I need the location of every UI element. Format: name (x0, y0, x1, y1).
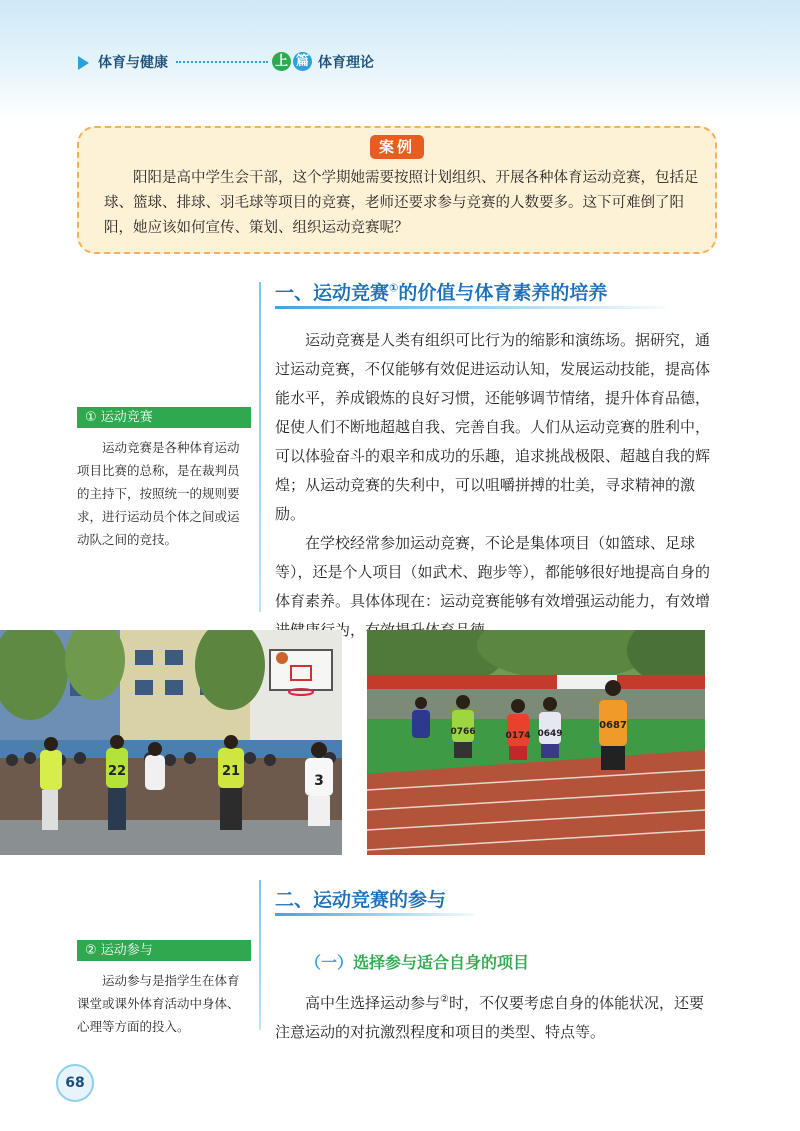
subheading-text: 选择参与适合自身的项目 (353, 953, 530, 972)
heading-text: 的价值与体育素养的培养 (398, 282, 608, 304)
jersey-number: 22 (107, 764, 127, 779)
note-tag-2: ② 运动参与 (77, 940, 251, 961)
page-number: 68 (56, 1064, 94, 1102)
section-1-body (275, 326, 715, 645)
case-title: 案例 (370, 135, 424, 159)
race-bib: 0687 (599, 720, 627, 731)
part-badge-a: 上 (272, 52, 291, 71)
book-title: 体育与健康 (98, 55, 168, 71)
dotted-leader (176, 61, 268, 63)
jersey-number: 3 (314, 773, 324, 789)
race-bib: 0649 (537, 729, 563, 739)
heading-text: 一、运动竞赛 (275, 282, 390, 304)
basketball-photo (0, 630, 342, 855)
section-title: 体育理论 (318, 55, 374, 71)
text-span: 高中生选择运动参与 (305, 994, 441, 1012)
part-badge-b: 篇 (293, 52, 312, 71)
part-badge (272, 52, 312, 71)
race-bib: 0766 (450, 727, 476, 737)
note-text-2: 运动参与是指学生在体育课堂或课外体育活动中身体、心理等方面的投入。 (77, 973, 240, 1034)
subheading-number: （一） (305, 953, 354, 972)
footnote-ref: ① (389, 281, 399, 295)
note-tag-1: ① 运动竞赛 (77, 407, 251, 428)
section-heading-2: 二、运动竞赛的参与 (275, 889, 447, 911)
heading-underline (275, 913, 475, 916)
paragraph: 运动竞赛是人类有组织可比行为的缩影和演练场。据研究，通过运动竞赛，不仅能够有效促进运动认知，发展运动技能，提高体能水平，养成锻炼的良好习惯，还能够调节情绪，提升体育品德，促使人们不断地超越自我、完善自我。人们从运动竞赛的胜利中，可以体验奋斗的艰辛和成功的乐趣，追求挑战极限、超越自我的辉煌；从运动竞赛的失利中，可以咀嚼拼搏的壮美，寻求精神的激励。 (275, 331, 711, 523)
text-span: 时，不仅要考虑自身的体能状况，还要注意运动的对抗激烈程度和项目的类型、特点等。 (275, 994, 704, 1041)
running-race-photo (367, 630, 705, 855)
subheading (305, 950, 529, 973)
paragraph (275, 985, 715, 1047)
note-text-1: 运动竞赛是各种体育运动项目比赛的总称，是在裁判员的主持下，按照统一的规则要求，进行运动员个体之间或运动队之间的竞技。 (77, 440, 240, 547)
case-text: 阳阳是高中学生会干部，这个学期她需要按照计划组织、开展各种体育运动竞赛，包括足球、篮球、排球、羽毛球等项目的竞赛，老师还要求参与竞赛的人数要多。这下可难倒了阳阳，她应该如何宣传、策划、组织运动竞赛呢？ (104, 170, 699, 236)
jersey-number: 21 (221, 764, 241, 779)
vertical-divider (259, 282, 261, 612)
paragraph: 在学校经常参加运动竞赛，不论是集体项目（如篮球、足球等），还是个人项目（如武术、跑步等），都能够很好地提高自身的体育素养。具体体现在：运动竞赛能够有效增强运动能力，有效增 康行为，有效 (275, 534, 711, 639)
vertical-divider (259, 880, 261, 1030)
section-2-body (275, 985, 715, 1047)
race-bib: 0174 (505, 731, 531, 741)
footnote-ref: ② (440, 994, 449, 1005)
section-heading-1 (275, 278, 607, 305)
play-arrow-icon (78, 56, 89, 70)
heading-underline (275, 306, 665, 309)
